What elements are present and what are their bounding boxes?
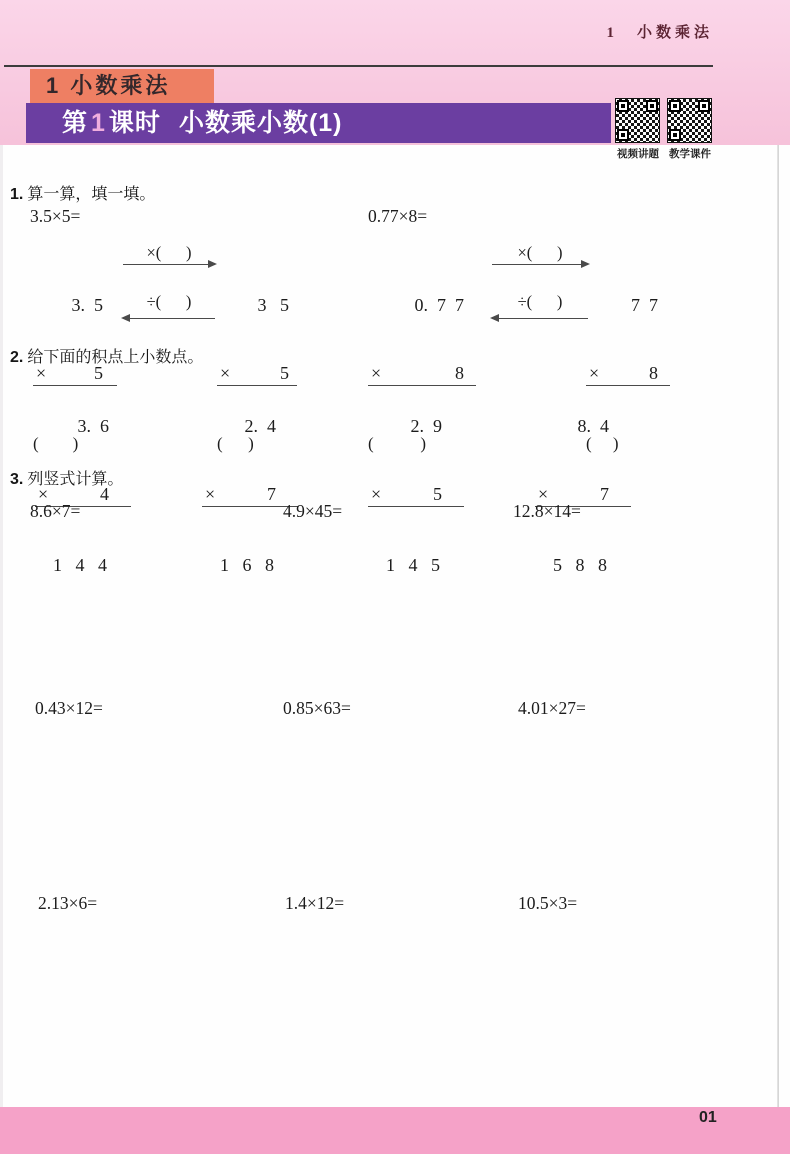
lesson-banner	[26, 103, 611, 143]
answer-blank: ( )	[33, 434, 79, 453]
multiply-sign: ×	[38, 484, 49, 504]
problem1-instruction: 算一算，填一填。	[27, 186, 156, 203]
page-number: 01	[699, 1109, 717, 1126]
answer-blank: ( )	[217, 434, 254, 453]
problem3-instruction: 列竖式计算。	[27, 471, 124, 488]
divide-factor-blank: ÷( )	[146, 292, 192, 311]
vertical-mult-item	[35, 371, 131, 619]
problem1-expression-left: 3.5×5=	[30, 206, 81, 226]
multiplicand: 7 7	[631, 295, 658, 315]
qr-code-icon	[615, 98, 660, 143]
multiply-sign: ×	[220, 363, 231, 383]
arrow-right-icon	[123, 264, 215, 265]
qr-label-video: 视频讲题	[617, 148, 659, 160]
product-digits: 5 8 8	[553, 555, 607, 575]
qr-finder-icon	[669, 129, 681, 141]
chapter-header: 1 小数乘法	[606, 25, 713, 41]
multiplier: 7	[267, 484, 276, 504]
problem3-expression: 4.9×45=	[283, 501, 343, 521]
lesson-number: 1	[91, 109, 106, 137]
problem3-expression: 12.8×14=	[513, 501, 581, 521]
product-digits: 1 4 5	[386, 555, 440, 575]
multiply-sign: ×	[371, 484, 382, 504]
problem3-expression: 0.43×12=	[35, 698, 103, 718]
multiply-factor-blank: ×( )	[146, 243, 192, 262]
multiplicand: 3. 5	[71, 295, 103, 315]
conversion-arrows	[121, 243, 217, 333]
problem1-expression-right: 0.77×8=	[368, 206, 428, 226]
answer-blank: ( )	[586, 434, 619, 453]
qr-label-courseware: 教学课件	[669, 148, 711, 160]
problem3-expression: 4.01×27=	[518, 698, 586, 718]
vertical-mult-item	[368, 371, 464, 619]
multiply-sign: ×	[371, 363, 382, 383]
problem2-number: 2.	[10, 349, 24, 366]
multiplicand: 2. 9	[410, 416, 442, 436]
problem3-header	[10, 466, 123, 489]
multiplier: 5	[280, 363, 289, 383]
qr-finder-icon	[669, 100, 681, 112]
arrow-right-icon	[492, 264, 588, 265]
unit-badge: 1 小数乘法	[30, 69, 214, 103]
problem2-instruction: 给下面的积点上小数点。	[27, 349, 204, 366]
multiplier: 5	[433, 484, 442, 504]
divide-factor-blank: ÷( )	[517, 292, 563, 311]
problem2-header	[10, 344, 203, 367]
multiplier: 8	[455, 363, 464, 383]
footer-pink-band	[0, 1107, 790, 1154]
qr-finder-icon	[617, 100, 629, 112]
multiply-sign: ×	[538, 484, 549, 504]
multiplier: 4	[100, 484, 109, 504]
multiply-sign: ×	[589, 363, 600, 383]
multiplier: 8	[649, 363, 658, 383]
arrow-left-icon	[492, 318, 588, 319]
product-digits: 1 6 8	[220, 555, 274, 575]
multiply-sign: ×	[36, 363, 47, 383]
page-right-edge	[777, 145, 779, 1107]
problem3-expression: 1.4×12=	[285, 893, 345, 913]
multiplicand: 8. 4	[577, 416, 609, 436]
qr-item-courseware	[667, 98, 713, 161]
qr-finder-icon	[698, 100, 710, 112]
lesson-prefix: 第	[62, 109, 89, 137]
qr-finder-icon	[617, 129, 629, 141]
lesson-suffix: 课时	[108, 109, 161, 137]
problem3-number: 3.	[10, 471, 24, 488]
multiply-factor-blank: ×( )	[517, 243, 563, 262]
lesson-title: 小数乘小数(1)	[178, 109, 343, 137]
qr-group	[615, 98, 713, 161]
multiply-sign: ×	[205, 484, 216, 504]
header-rule-line	[4, 65, 713, 67]
answer-blank: ( )	[368, 434, 427, 453]
vertical-mult-item	[535, 371, 631, 619]
problem1-header	[10, 181, 155, 204]
multiplier: 5	[94, 363, 103, 383]
multiplicand: 2. 4	[244, 416, 276, 436]
product-digits: 1 4 4	[53, 555, 107, 575]
problem3-expression: 10.5×3=	[518, 893, 578, 913]
multiplicand: 3. 6	[77, 416, 109, 436]
qr-item-video	[615, 98, 661, 161]
problem1-number: 1.	[10, 186, 24, 203]
conversion-arrows	[490, 243, 590, 333]
page-left-edge	[0, 145, 3, 1107]
multiplicand: 3 5	[257, 295, 289, 315]
multiplier: 7	[600, 484, 609, 504]
arrow-left-icon	[123, 318, 215, 319]
vertical-mult-item	[202, 371, 298, 619]
problem3-expression: 8.6×7=	[30, 501, 81, 521]
qr-code-icon	[667, 98, 712, 143]
problem3-expression: 0.85×63=	[283, 698, 351, 718]
problem3-expression: 2.13×6=	[38, 893, 98, 913]
qr-finder-icon	[646, 100, 658, 112]
multiplicand: 0. 7 7	[414, 295, 464, 315]
